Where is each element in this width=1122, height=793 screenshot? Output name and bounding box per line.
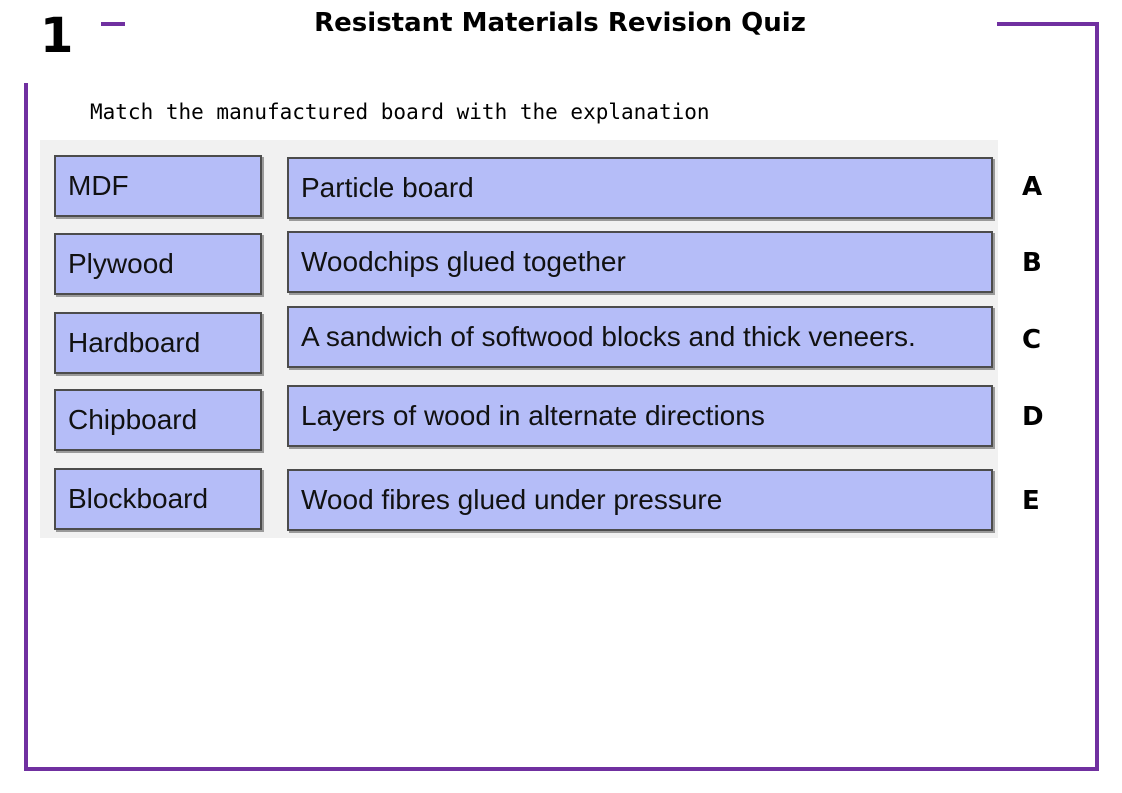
explanation-box-b[interactable]: Woodchips glued together bbox=[287, 231, 993, 293]
answer-letter-b: B bbox=[1022, 248, 1042, 278]
explanation-box-e[interactable]: Wood fibres glued under pressure bbox=[287, 469, 993, 531]
term-box-blockboard[interactable]: Blockboard bbox=[54, 468, 262, 530]
frame-top-right bbox=[997, 22, 1099, 26]
answer-letter-c: C bbox=[1022, 325, 1042, 355]
frame-top-left-accent bbox=[101, 22, 125, 26]
term-box-hardboard[interactable]: Hardboard bbox=[54, 312, 262, 374]
answer-letter-a: A bbox=[1022, 172, 1043, 202]
instruction-text: Match the manufactured board with the explanation bbox=[90, 100, 710, 124]
term-box-mdf[interactable]: MDF bbox=[54, 155, 262, 217]
frame-bottom bbox=[24, 767, 1099, 771]
frame-left bbox=[24, 83, 28, 771]
term-box-plywood[interactable]: Plywood bbox=[54, 233, 262, 295]
explanation-box-c[interactable]: A sandwich of softwood blocks and thick veneers. bbox=[287, 306, 993, 368]
answer-letter-e: E bbox=[1022, 486, 1040, 516]
explanation-box-a[interactable]: Particle board bbox=[287, 157, 993, 219]
explanation-box-d[interactable]: Layers of wood in alternate directions bbox=[287, 385, 993, 447]
frame-right bbox=[1095, 22, 1099, 771]
page-title: Resistant Materials Revision Quiz bbox=[314, 8, 806, 38]
question-number: 1 bbox=[40, 8, 74, 64]
term-box-chipboard[interactable]: Chipboard bbox=[54, 389, 262, 451]
answer-letter-d: D bbox=[1022, 402, 1044, 432]
